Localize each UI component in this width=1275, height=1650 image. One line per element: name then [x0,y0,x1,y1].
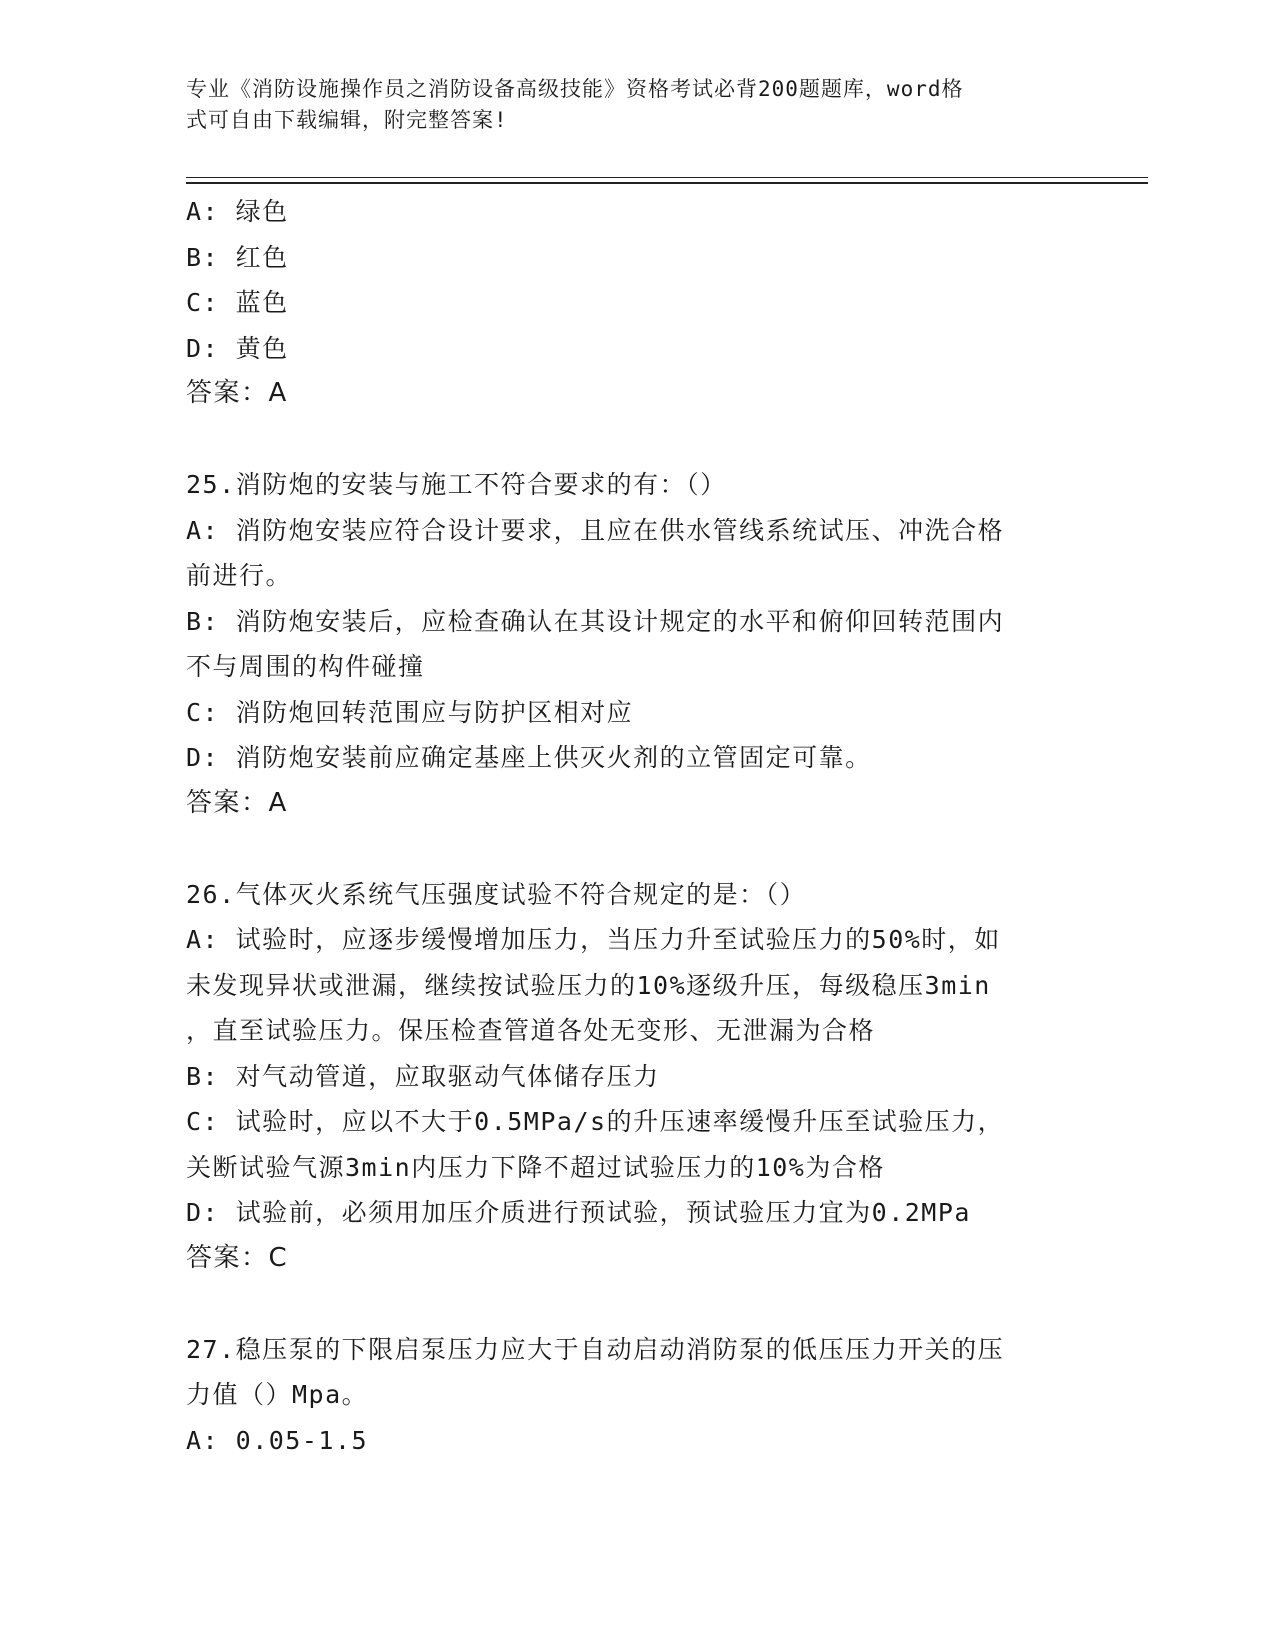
option-line: 未发现异状或泄漏，继续按试验压力的10%逐级升压，每级稳压3min [186,970,991,1000]
option-line: 不与周围的构件碰撞 [186,652,425,681]
option-line: A: 0.05-1.5 [186,1425,369,1455]
answer-line: 答案：C [186,1242,289,1273]
option-line: D: 试验前，必须用加压介质进行预试验，预试验压力宜为0.2MPa [186,1198,971,1227]
question-26-block [186,872,1086,1282]
header-divider-thick [186,182,1148,184]
option-line: ，直至试验压力。保压检查管道各处无变形、无泄漏为合格 [186,1016,876,1045]
option-a: A: 绿色 [186,197,289,226]
question-text: 25.消防炮的安装与施工不符合要求的有：（） [186,470,727,499]
question-27-block [186,1327,1086,1464]
answer-line: 答案：A [186,378,288,408]
option-d: D: 黄色 [186,333,289,363]
option-line: A: 消防炮安装应符合设计要求，且应在供水管线系统试压、冲洗合格 [186,515,1005,545]
document-header [186,74,1066,136]
option-line: D: 消防炮安装前应确定基座上供灭火剂的立管固定可靠。 [186,743,872,772]
spacer [186,1281,1086,1327]
spacer [186,417,1086,463]
option-line: 前进行。 [186,561,293,590]
option-line: C: 消防炮回转范围应与防护区相对应 [186,697,634,727]
option-line: B: 消防炮安装后，应检查确认在其设计规定的水平和俯仰回转范围内 [186,606,1005,636]
question-text: 力值（）Mpa。 [186,1380,369,1409]
option-line: B: 对气动管道，应取驱动气体储存压力 [186,1061,660,1091]
question-content [186,189,1086,1463]
option-line: 关断试验气源3min内压力下降不超过试验压力的10%为合格 [186,1152,885,1182]
question-25-block [186,462,1086,826]
option-line: A: 试验时，应逐步缓慢增加压力，当压力升至试验压力的50%时，如 [186,925,1001,954]
option-line: C: 试验时，应以不大于0.5MPa/s的升压速率缓慢升压至试验压力， [186,1107,1005,1136]
answer-line: 答案：A [186,787,288,818]
question-text: 26.气体灭火系统气压强度试验不符合规定的是：（） [186,879,807,909]
header-divider-thin [186,177,1148,178]
option-c: C: 蓝色 [186,288,289,317]
question-24-block [186,189,1086,417]
spacer [186,826,1086,872]
header-line-2: 式可自由下载编辑，附完整答案! [186,108,508,132]
question-text: 27.稳压泵的下限启泵压力应大于自动启动消防泵的低压压力开关的压 [186,1334,1005,1364]
header-line-1: 专业《消防设施操作员之消防设备高级技能》资格考试必背200题题库，word格 [186,77,964,101]
option-b: B: 红色 [186,242,289,272]
